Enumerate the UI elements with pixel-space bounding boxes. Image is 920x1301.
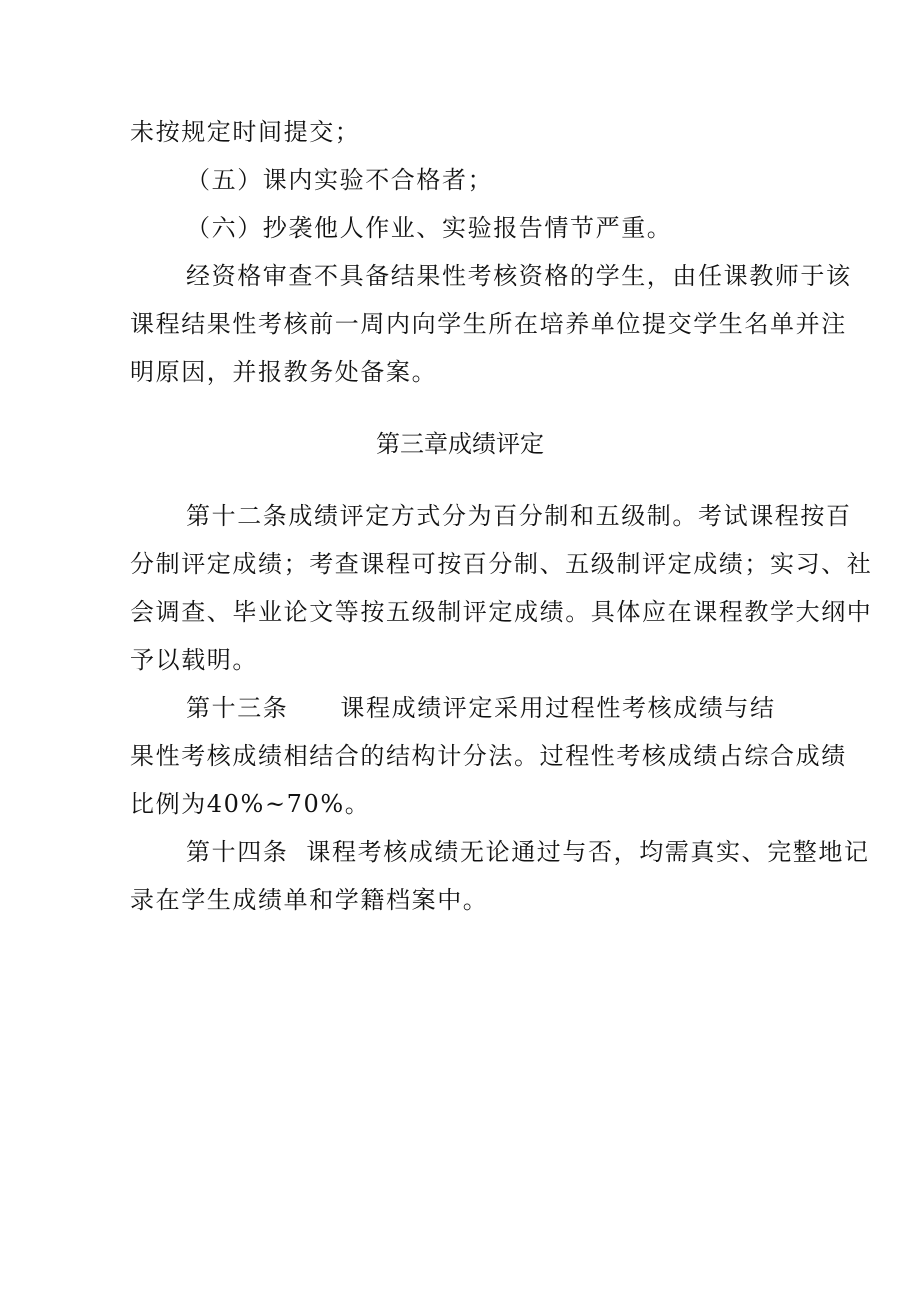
article-14-line [186, 836, 870, 868]
article-12-line: 会调查、毕业论文等按五级制评定成绩。具体应在课程教学大纲中 [130, 598, 873, 626]
chapter-title: 第三章成绩评定 [376, 430, 544, 458]
text-line: 明原因，并报教务处备案。 [130, 358, 438, 386]
list-item-5: （五）课内实验不合格者； [186, 166, 494, 194]
list-item-6: （六）抄袭他人作业、实验报告情节严重。 [186, 214, 673, 242]
article-13-line: 比例为40%~70%。 [130, 790, 371, 818]
article-13-text: 课程成绩评定采用过程性考核成绩与结 [340, 694, 776, 722]
article-12-line: 第十二条成绩评定方式分为百分制和五级制。考试课程按百 [186, 502, 852, 530]
article-14-text: 课程考核成绩无论通过与否，均需真实、完整地记 [306, 838, 870, 866]
text-line: 未按规定时间提交； [130, 118, 361, 146]
article-14-label: 第十四条 [186, 838, 289, 866]
article-13-label: 第十三条 [186, 694, 289, 722]
text-line: 课程结果性考核前一周内向学生所在培养单位提交学生名单并注 [130, 310, 847, 338]
article-12-line: 分制评定成绩；考查课程可按百分制、五级制评定成绩；实习、社 [130, 550, 873, 578]
article-14-line: 录在学生成绩单和学籍档案中。 [130, 886, 489, 914]
text-line: 经资格审查不具备结果性考核资格的学生，由任课教师于该 [186, 262, 852, 290]
article-13-line: 果性考核成绩相结合的结构计分法。过程性考核成绩占综合成绩 [130, 742, 847, 770]
article-12-line: 予以载明。 [130, 646, 258, 674]
article-13-line [186, 692, 776, 724]
